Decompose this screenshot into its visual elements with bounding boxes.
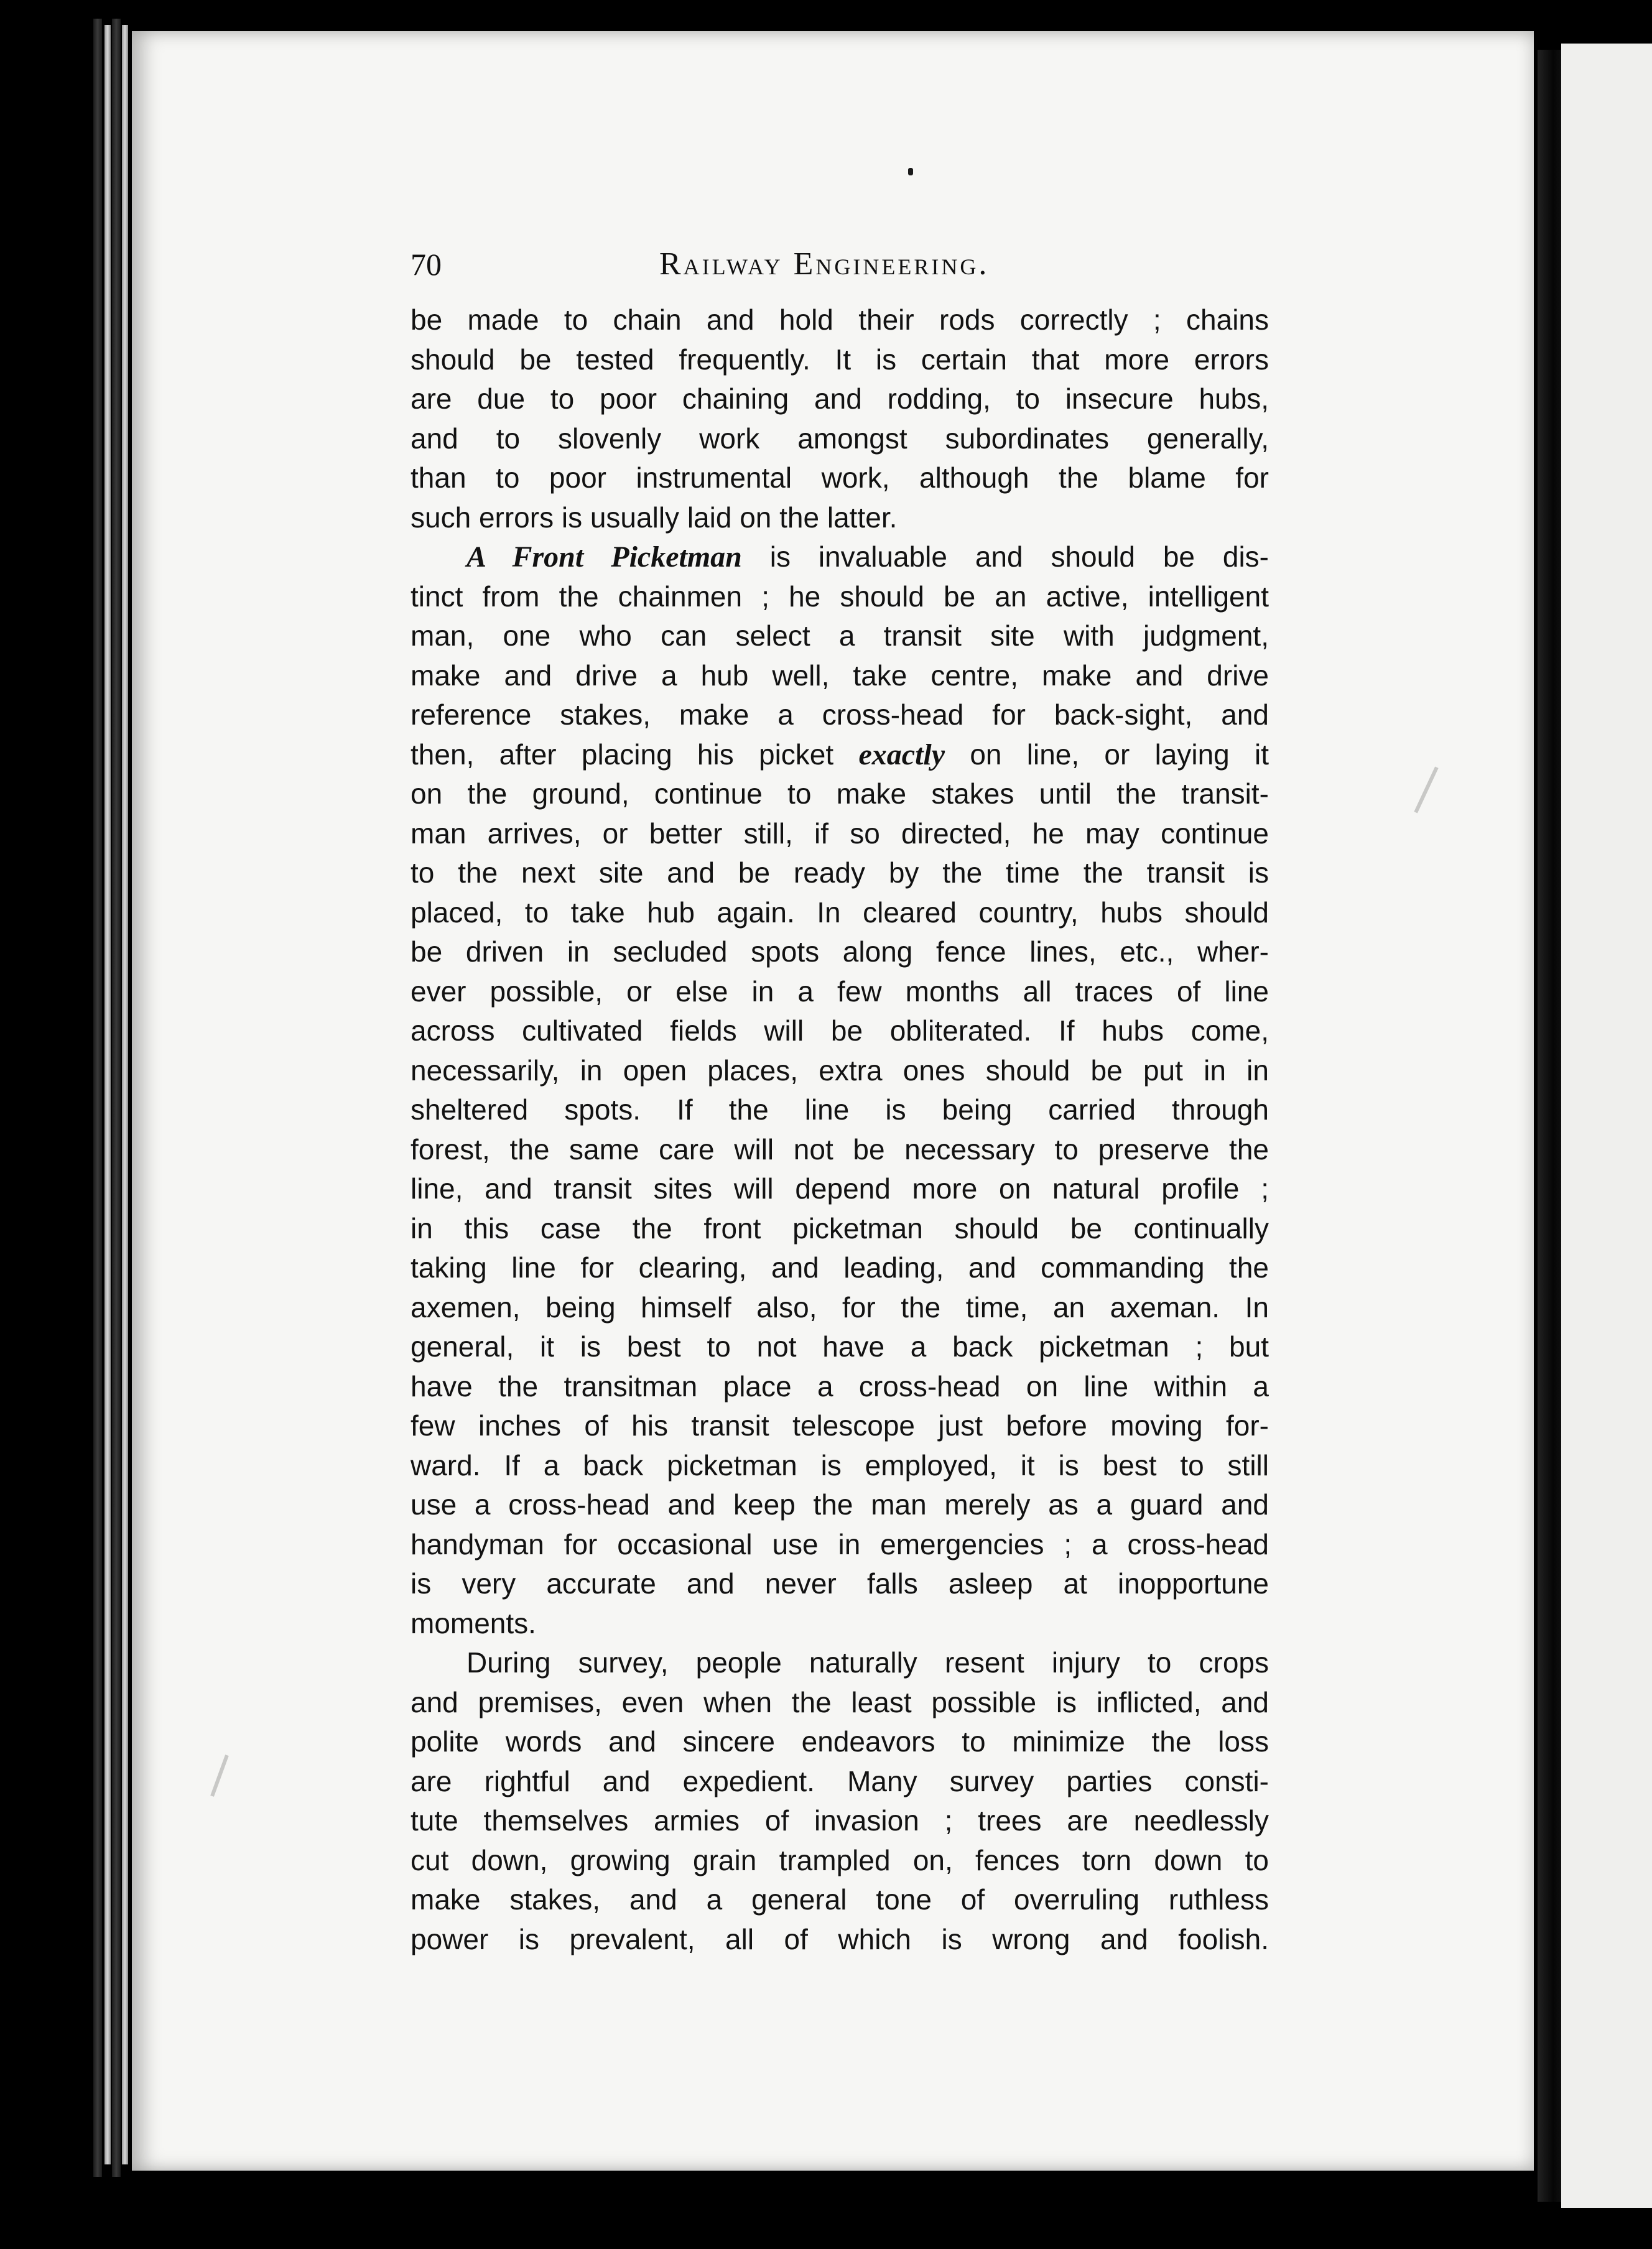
italic-term: A Front Picketman [466, 540, 742, 573]
text-line: forest, the same care will not be necessary to preserve the [411, 1133, 1269, 1166]
text-line: ever possible, or else in a few months all traces of line [411, 975, 1269, 1008]
text-line: make stakes, and a general tone of overruling ruthless [411, 1883, 1269, 1916]
text-line: man, one who can select a transit site with judgment, [411, 619, 1269, 652]
body-text [411, 300, 1269, 1959]
text-line: few inches of his transit telescope just before moving for- [411, 1409, 1269, 1442]
text-run: then, after placing his picket [411, 738, 834, 771]
text-line: are rightful and expedient. Many survey parties consti- [411, 1764, 1269, 1797]
text-line: use a cross-head and keep the man merely as a guard and [411, 1488, 1269, 1521]
text-line: cut down, growing grain trampled on, fences torn down to [411, 1843, 1269, 1876]
text-line [411, 537, 1269, 577]
text-run: on line, or laying it [970, 738, 1269, 771]
text-line: be made to chain and hold their rods correctly ; chains [411, 304, 1269, 336]
text-line: is very accurate and never falls asleep at inopportune [411, 1567, 1269, 1600]
text-line: general, it is best to not have a back picketman ; but [411, 1330, 1269, 1363]
text-line: moments. [411, 1607, 536, 1639]
page-gutter-shadow [1538, 50, 1564, 2202]
text-line: reference stakes, make a cross-head for back-sight, and [411, 698, 1269, 731]
running-title: Railway Engineering. [659, 246, 990, 282]
text-line: across cultivated fields will be obliterated. If hubs come, [411, 1014, 1269, 1047]
text-line: make and drive a hub well, take centre, make and drive [411, 659, 1269, 692]
text-line: power is prevalent, all of which is wrong and foolish. [411, 1922, 1269, 1955]
text-line: and to slovenly work amongst subordinates generally, [411, 422, 1269, 455]
text-line: sheltered spots. If the line is being carried through [411, 1093, 1269, 1126]
text-line: handyman for occasional use in emergencies ; a cross-head [411, 1528, 1269, 1560]
page-stack-edge [93, 19, 102, 2177]
text-line: tute themselves armies of invasion ; trees are needlessly [411, 1804, 1269, 1837]
text-line: be driven in secluded spots along fence lines, etc., wher- [411, 935, 1269, 968]
page-number: 70 [411, 247, 442, 282]
text-line: tinct from the chainmen ; he should be an active, intelligent [411, 580, 1269, 613]
adjacent-page-edge [1561, 44, 1652, 2208]
text-line: necessarily, in open places, extra ones should be put in in [411, 1054, 1269, 1087]
text-line: than to poor instrumental work, although the blame for [411, 461, 1269, 494]
text-line [411, 735, 1269, 775]
text-line: to the next site and be ready by the time the transit is [411, 856, 1269, 889]
text-line: line, and transit sites will depend more on natural profile ; [411, 1172, 1269, 1205]
text-line: ward. If a back picketman is employed, it is best to still [411, 1449, 1269, 1482]
text-run: is invaluable and should be dis- [769, 540, 1269, 573]
text-line: should be tested frequently. It is certain that more errors [411, 343, 1269, 376]
text-line: on the ground, continue to make stakes until the transit- [411, 777, 1269, 810]
text-line: polite words and sincere endeavors to minimize the loss [411, 1725, 1269, 1758]
text-line: and premises, even when the least possible is inflicted, and [411, 1686, 1269, 1718]
page-stack-edge [104, 25, 111, 2164]
text-line: axemen, being himself also, for the time, an axeman. In [411, 1291, 1269, 1324]
italic-term: exactly [858, 738, 945, 771]
page-header [411, 246, 1269, 283]
text-line: placed, to take hub again. In cleared country, hubs should [411, 896, 1269, 929]
text-line: such errors is usually laid on the latter. [411, 501, 898, 534]
page-stack-edge [122, 25, 128, 2164]
speck-mark [908, 168, 913, 175]
text-line: in this case the front picketman should be continually [411, 1212, 1269, 1245]
text-line: have the transitman place a cross-head on line within a [411, 1370, 1269, 1403]
page-stack-edge [112, 19, 121, 2177]
text-line: man arrives, or better still, if so directed, he may continue [411, 817, 1269, 850]
text-line: taking line for clearing, and leading, and commanding the [411, 1251, 1269, 1284]
text-line: are due to poor chaining and rodding, to insecure hubs, [411, 383, 1269, 415]
text-line: During survey, people naturally resent injury to crops [466, 1646, 1269, 1679]
